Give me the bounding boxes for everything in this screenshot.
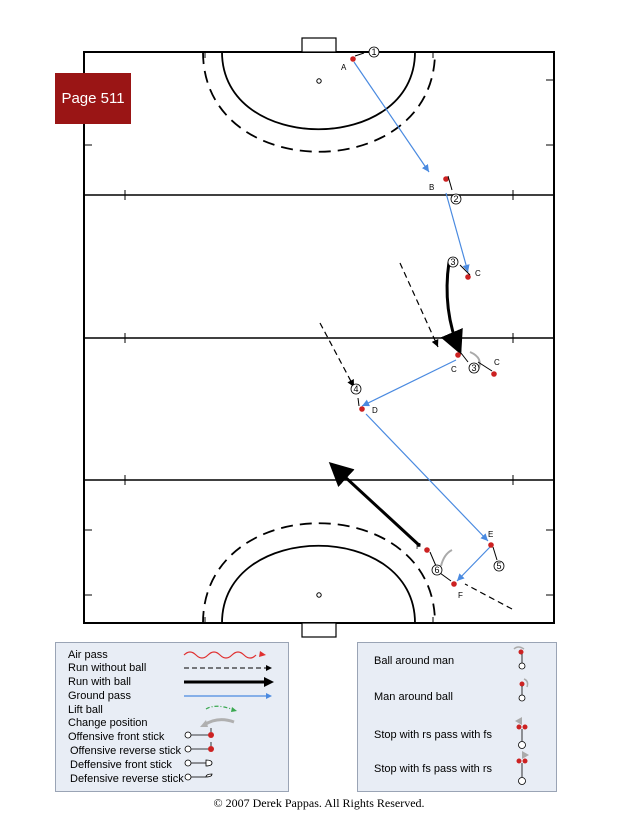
- bottom-penalty-spot: [317, 593, 321, 597]
- svg-text:2: 2: [453, 194, 459, 204]
- page-badge: Page 511: [55, 73, 131, 124]
- legend-label-man-around-ball: Man around ball: [374, 691, 453, 703]
- step-marker: [432, 565, 442, 575]
- legend-label-ball-around-man: Ball around man: [374, 655, 455, 667]
- svg-text:4: 4: [353, 384, 359, 394]
- legend-icons-left: [56, 643, 288, 791]
- step-marker: [351, 384, 361, 394]
- legend-label-air-pass: Air pass: [68, 649, 108, 661]
- gray-curved-arrow-icon: [204, 720, 234, 725]
- legend-left: [55, 642, 289, 792]
- stop-fs-pass-rs-icon: [517, 751, 530, 785]
- player-label: E: [488, 530, 494, 539]
- player-label: B: [429, 183, 435, 192]
- bottom-dashed-circle: [203, 523, 435, 623]
- player-label: F: [458, 591, 463, 600]
- legend-label-stop-rs-pass-fs: Stop with rs pass with fs: [374, 729, 492, 741]
- green-dashdot-curve-icon: [206, 706, 234, 710]
- legend-label-stop-fs-pass-rs: Stop with fs pass with rs: [374, 763, 492, 775]
- player-label: A: [341, 63, 347, 72]
- top-shooting-circle: [222, 52, 415, 129]
- defensive-front-stick-icon: [185, 760, 212, 766]
- step-marker: [448, 257, 458, 267]
- player-label: C: [494, 358, 500, 367]
- red-wavy-arrow-icon: [184, 652, 256, 658]
- legend-label-defensive-front-stick: Deffensive front stick: [70, 759, 172, 771]
- offensive-front-stick-icon: [185, 728, 214, 738]
- top-penalty-spot: [317, 79, 321, 83]
- change-position-2: [441, 550, 452, 566]
- bottom-shooting-circle: [222, 546, 415, 623]
- copyright-footer: © 2007 Derek Pappas. All Rights Reserved.: [213, 796, 425, 810]
- step-marker: [451, 194, 461, 204]
- legend-right: [357, 642, 557, 792]
- legend-label-offensive-reverse-stick: Offensive reverse stick: [70, 745, 182, 757]
- player-label: C: [451, 365, 457, 374]
- player-label: C: [475, 269, 481, 278]
- bottom-goal: [302, 623, 336, 637]
- svg-text:3: 3: [471, 363, 477, 373]
- legend-label-lift-ball: Lift ball: [68, 704, 103, 716]
- defensive-reverse-stick-icon: [185, 774, 212, 780]
- svg-text:3: 3: [450, 257, 456, 267]
- legend-label-run-without-ball: Run without ball: [68, 662, 147, 674]
- man-around-ball-icon: [519, 679, 528, 701]
- legend-label-change-position: Change position: [68, 717, 148, 729]
- step-marker: [369, 47, 379, 57]
- player-label: D: [372, 406, 378, 415]
- players: [350, 53, 497, 587]
- svg-text:6: 6: [434, 565, 440, 575]
- offensive-reverse-stick-icon: [185, 742, 214, 752]
- legend-label-ground-pass: Ground pass: [68, 690, 131, 702]
- player-label: F: [416, 542, 421, 551]
- legend-label-offensive-front-stick: Offensive front stick: [68, 731, 165, 743]
- svg-text:5: 5: [496, 561, 502, 571]
- top-dashed-circle: [203, 52, 435, 152]
- runs-without-ball: [320, 263, 512, 609]
- top-goal: [302, 38, 336, 52]
- legend-label-defensive-reverse-stick: Defensive reverse stick: [70, 773, 184, 785]
- ball-around-man-icon: [514, 647, 525, 669]
- step-marker: [469, 363, 479, 373]
- legend-label-run-with-ball: Run with ball: [68, 676, 131, 688]
- legend-icons-right: [358, 643, 556, 791]
- stop-rs-pass-fs-icon: [515, 717, 528, 749]
- step-marker: [494, 561, 504, 571]
- step-markers: [351, 47, 504, 575]
- svg-text:1: 1: [371, 47, 377, 57]
